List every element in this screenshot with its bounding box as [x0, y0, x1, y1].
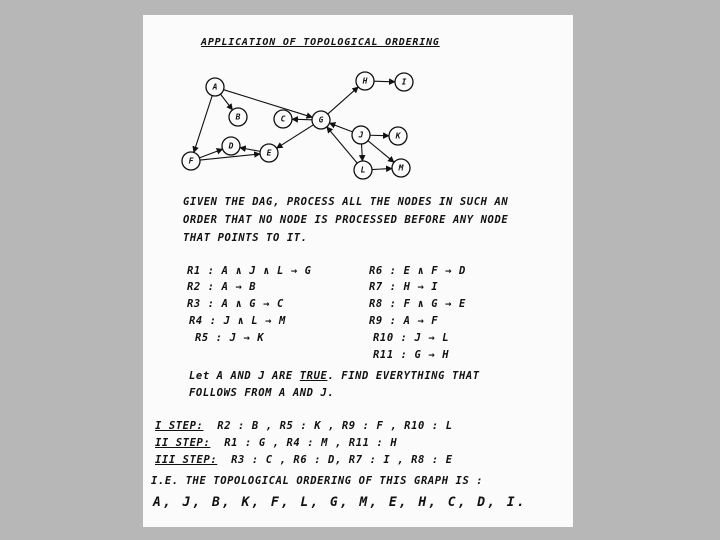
edge-H-I	[374, 81, 395, 82]
node-label: A	[212, 82, 218, 92]
node-label: H	[362, 76, 368, 86]
rule: R6 : E ∧ F → D	[369, 265, 466, 277]
node-B	[229, 108, 247, 126]
question-text: . FIND EVERYTHING THAT	[327, 370, 480, 382]
question-text: Let A AND J ARE	[189, 370, 293, 382]
dag-nodes	[182, 72, 413, 179]
handwritten-page	[143, 15, 573, 527]
step-label: I STEP:	[155, 420, 204, 432]
node-label: B	[235, 112, 241, 122]
node-label: I	[401, 77, 407, 87]
node-H	[356, 72, 374, 90]
conclusion: I.E. THE TOPOLOGICAL ORDERING OF THIS GRAPH IS :	[151, 475, 484, 487]
statement-line-2: ORDER THAT NO NODE IS PROCESSED BEFORE ANY NODE	[183, 214, 509, 226]
step-row	[155, 420, 453, 432]
node-M	[392, 159, 410, 177]
rule: R11 : G → H	[373, 349, 450, 361]
rule: R9 : A → F	[369, 315, 439, 327]
edge-E-D	[240, 148, 260, 152]
node-label: E	[266, 148, 272, 158]
step-text: R1 : G , R4 : M , R11 : H	[224, 437, 398, 449]
node-C	[274, 110, 292, 128]
edge-A-F	[194, 96, 212, 153]
rule: R10 : J → L	[373, 332, 450, 344]
edge-J-L	[362, 144, 363, 161]
node-label: D	[228, 141, 234, 151]
step-row	[155, 454, 453, 466]
step-label: II STEP:	[155, 437, 211, 449]
node-label: G	[318, 115, 324, 125]
node-L	[354, 161, 372, 179]
edge-J-M	[368, 141, 394, 163]
step-label: III STEP:	[155, 454, 218, 466]
edge-G-H	[328, 87, 359, 114]
step-row	[155, 437, 397, 449]
statement-line-1: GIVEN THE DAG, PROCESS ALL THE NODES IN SUCH AN	[183, 196, 509, 208]
node-label: F	[188, 156, 194, 166]
node-D	[222, 137, 240, 155]
statement-line-3: THAT POINTS TO IT.	[183, 232, 308, 244]
dag-diagram	[143, 15, 573, 185]
node-E	[260, 144, 278, 162]
node-J	[352, 126, 370, 144]
edge-J-G	[329, 123, 352, 132]
node-I	[395, 73, 413, 91]
edge-A-B	[220, 94, 232, 110]
rule: R3 : A ∧ G → C	[187, 298, 284, 310]
rule: R4 : J ∧ L → M	[189, 315, 286, 327]
edge-J-K	[370, 135, 389, 136]
question-line-1	[189, 370, 480, 382]
node-K	[389, 127, 407, 145]
node-label: C	[280, 114, 286, 124]
node-label: J	[358, 130, 364, 140]
rule: R7 : H → I	[369, 281, 439, 293]
true-keyword: TRUE	[299, 370, 328, 382]
rule: R2 : A → B	[187, 281, 257, 293]
rule: R1 : A ∧ J ∧ L → G	[187, 265, 312, 277]
question-line-2: FOLLOWS FROM A AND J.	[189, 387, 335, 399]
page-title: APPLICATION OF TOPOLOGICAL ORDERING	[201, 37, 440, 48]
edge-L-M	[372, 168, 392, 169]
rule: R8 : F ∧ G → E	[369, 298, 466, 310]
topological-ordering: A, J, B, K, F, L, G, M, E, H, C, D, I.	[153, 495, 527, 510]
node-label: M	[398, 163, 404, 173]
step-text: R3 : C , R6 : D, R7 : I , R8 : E	[231, 454, 453, 466]
node-label: K	[395, 131, 401, 141]
rule: R5 : J → K	[195, 332, 265, 344]
node-A	[206, 78, 224, 96]
edge-G-C	[292, 119, 312, 120]
step-text: R2 : B , R5 : K , R9 : F , R10 : L	[217, 420, 453, 432]
node-F	[182, 152, 200, 170]
edge-F-D	[199, 149, 222, 158]
node-label: L	[360, 165, 366, 175]
dag-edges	[194, 81, 395, 169]
node-G	[312, 111, 330, 129]
